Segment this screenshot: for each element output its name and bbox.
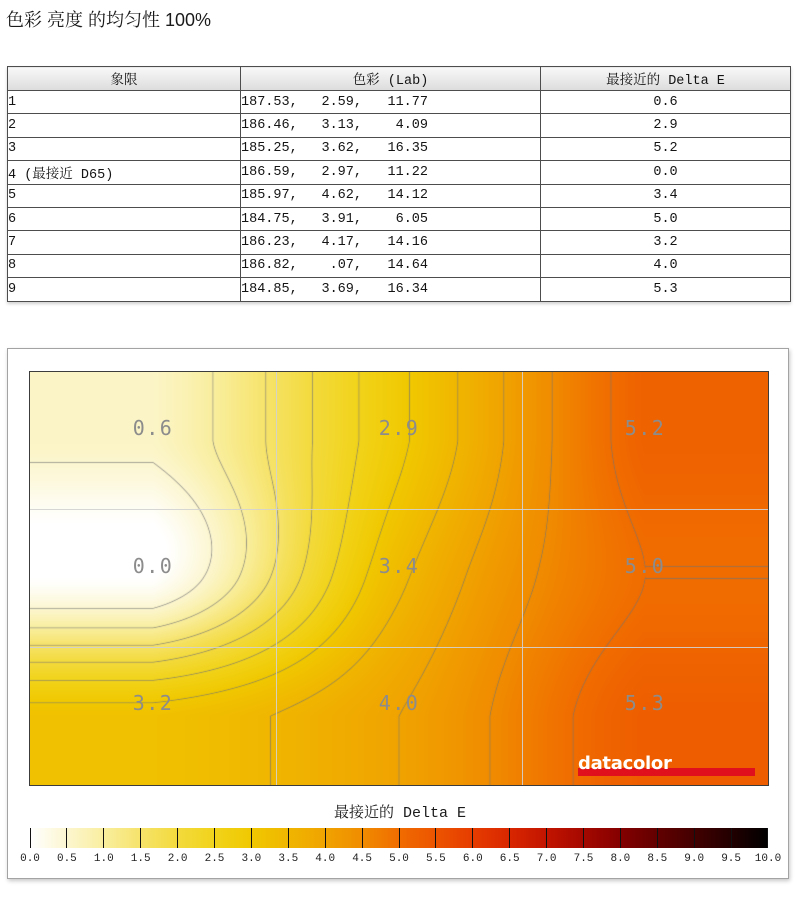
page-title: 色彩 亮度 的均匀性 100% [6,10,212,30]
colorbar-tick-label: 1.5 [130,853,151,865]
delta-e-cell: 3.2 [541,231,791,254]
uniformity-table [7,66,791,302]
colorbar-segment [288,828,325,848]
delta-e-cell: 0.6 [541,91,791,114]
colorbar-tick [66,828,67,848]
colorbar-tick [435,828,436,848]
quadrant-cell: 3 [8,137,241,160]
lab-cell [241,184,541,207]
lab-value: 2.59, [321,94,362,110]
colorbar-tick [657,828,658,848]
colorbar-tick [399,828,400,848]
colorbar-segment [215,828,252,848]
table-row [8,161,791,184]
colorbar-tick [140,828,141,848]
grid-line-horizontal [30,509,768,510]
colorbar-tick-label: 9.5 [721,853,741,865]
colorbar [30,828,768,848]
colorbar-tick-label: 0.5 [56,853,77,865]
colorbar-tick-label: 7.5 [573,853,594,865]
grid-line-vertical [522,372,523,785]
colorbar-tick [731,828,732,848]
lab-value: 186.46, [241,118,298,134]
colorbar-tick-label: 2.0 [167,853,188,865]
grid-line-vertical [276,372,277,785]
colorbar-tick [177,828,178,848]
quadrant-cell: 4 (最接近 D65) [8,161,241,184]
heatmap-value-label: 3.2 [132,691,174,716]
colorbar-segment [510,828,547,848]
delta-e-cell: 4.0 [541,254,791,277]
lab-value: 186.23, [241,235,298,251]
colorbar-tick-label: 7.0 [536,853,557,865]
colorbar-segment [473,828,510,848]
quadrant-cell: 7 [8,231,241,254]
colorbar-tick-label: 4.5 [352,853,372,865]
lab-value: 14.64 [387,258,428,274]
colorbar-segment [30,828,67,848]
colorbar-tick-label: 5.5 [425,853,446,865]
delta-e-cell: 5.0 [541,207,791,230]
column-header-quadrant: 象限 [8,67,241,91]
colorbar-tick-label: 9.0 [684,853,705,865]
colorbar-segment [178,828,215,848]
lab-value: 14.12 [387,188,428,204]
colorbar-tick [546,828,547,848]
table-head [8,67,791,91]
lab-value: 16.34 [387,281,428,297]
colorbar-tick-label: 5.0 [389,853,409,865]
lab-cell [241,137,541,160]
colorbar-tick-labels [20,852,782,868]
colorbar-tick-label: 10.0 [754,853,782,865]
logo-text: datacolor [578,753,672,774]
colorbar-segment [362,828,399,848]
colorbar-segment [657,828,694,848]
table-row [8,278,791,301]
table-row [8,114,791,137]
colorbar-tick-label: 6.5 [499,853,520,865]
colorbar-segment [67,828,104,848]
colorbar-tick-label: 6.0 [462,853,483,865]
datacolor-logo [578,754,755,778]
colorbar-tick-label: 0.0 [20,853,40,865]
lab-value: 3.62, [321,141,362,157]
lab-value: 2.97, [321,164,362,180]
quadrant-cell: 9 [8,278,241,301]
colorbar-segment [325,828,362,848]
delta-e-cell: 3.4 [541,184,791,207]
colorbar-segment [584,828,621,848]
delta-e-cell: 5.2 [541,137,791,160]
colorbar-title: 最接近的 Delta E [333,805,466,822]
table-row [8,184,791,207]
colorbar-tick [288,828,289,848]
lab-value: 6.05 [395,211,428,227]
colorbar-segment [547,828,584,848]
lab-value: 4.09 [395,118,428,134]
colorbar-tick [583,828,584,848]
colorbar-tick [103,828,104,848]
heatmap-value-label: 5.3 [624,691,666,716]
column-header-lab: 色彩 (Lab) [241,67,541,91]
lab-value: 4.17, [321,235,362,251]
quadrant-cell: 5 [8,184,241,207]
colorbar-tick-label: 8.5 [647,853,668,865]
delta-e-cell: 5.3 [541,278,791,301]
lab-value: 3.13, [321,118,362,134]
colorbar-tick [325,828,326,848]
table-row [8,207,791,230]
colorbar-tick [620,828,621,848]
heatmap-value-label: 4.0 [378,691,420,716]
colorbar-tick [214,828,215,848]
colorbar-tick-label: 2.5 [204,853,225,865]
colorbar-tick [767,828,768,848]
column-header-delta-e: 最接近的 Delta E [541,67,791,91]
colorbar-tick [694,828,695,848]
grid-line-horizontal [30,647,768,648]
lab-value: .07, [329,258,362,274]
colorbar-segment [620,828,657,848]
lab-value: 187.53, [241,94,298,110]
lab-cell [241,254,541,277]
quadrant-cell: 8 [8,254,241,277]
heatmap-value-label: 5.2 [624,415,666,440]
lab-cell [241,231,541,254]
heatmap-value-label: 0.6 [132,415,174,440]
colorbar-tick [30,828,31,848]
lab-cell [241,91,541,114]
delta-e-cell: 0.0 [541,161,791,184]
quadrant-cell: 1 [8,91,241,114]
quadrant-cell: 6 [8,207,241,230]
heatmap-value-label: 2.9 [378,415,420,440]
colorbar-segment [399,828,436,848]
colorbar-tick [509,828,510,848]
colorbar-segment [731,828,768,848]
lab-value: 11.22 [387,164,428,180]
colorbar-tick-label: 8.0 [610,853,631,865]
lab-value: 4.62, [321,188,362,204]
table-row [8,137,791,160]
lab-value: 14.16 [387,235,428,251]
colorbar-segment [436,828,473,848]
colorbar-segment [104,828,141,848]
colorbar-tick-label: 1.0 [93,853,114,865]
table-header-row [8,67,791,91]
lab-value: 11.77 [387,94,428,110]
lab-value: 184.75, [241,211,298,227]
table-row [8,254,791,277]
delta-e-cell: 2.9 [541,114,791,137]
colorbar-tick [362,828,363,848]
colorbar-segment [694,828,731,848]
table-body [8,91,791,302]
lab-value: 3.69, [321,281,362,297]
lab-value: 185.25, [241,141,298,157]
lab-cell [241,278,541,301]
lab-cell [241,114,541,137]
heatmap-plot-area [29,371,769,786]
lab-cell [241,161,541,184]
colorbar-tick-label: 3.5 [278,853,299,865]
table-row [8,91,791,114]
quadrant-cell: 2 [8,114,241,137]
colorbar-tick [251,828,252,848]
lab-value: 186.82, [241,258,298,274]
colorbar-tick [472,828,473,848]
lab-value: 186.59, [241,164,298,180]
lab-value: 185.97, [241,188,298,204]
lab-value: 3.91, [321,211,362,227]
colorbar-tick-label: 3.0 [241,853,262,865]
heatmap-value-label: 3.4 [378,553,420,578]
lab-value: 16.35 [387,141,428,157]
colorbar-segment [251,828,288,848]
colorbar-tick-label: 4.0 [315,853,336,865]
table-row [8,231,791,254]
heatmap-value-label: 0.0 [132,553,174,578]
lab-cell [241,207,541,230]
heatmap-value-label: 5.0 [624,553,666,578]
lab-value: 184.85, [241,281,298,297]
colorbar-segment [141,828,178,848]
